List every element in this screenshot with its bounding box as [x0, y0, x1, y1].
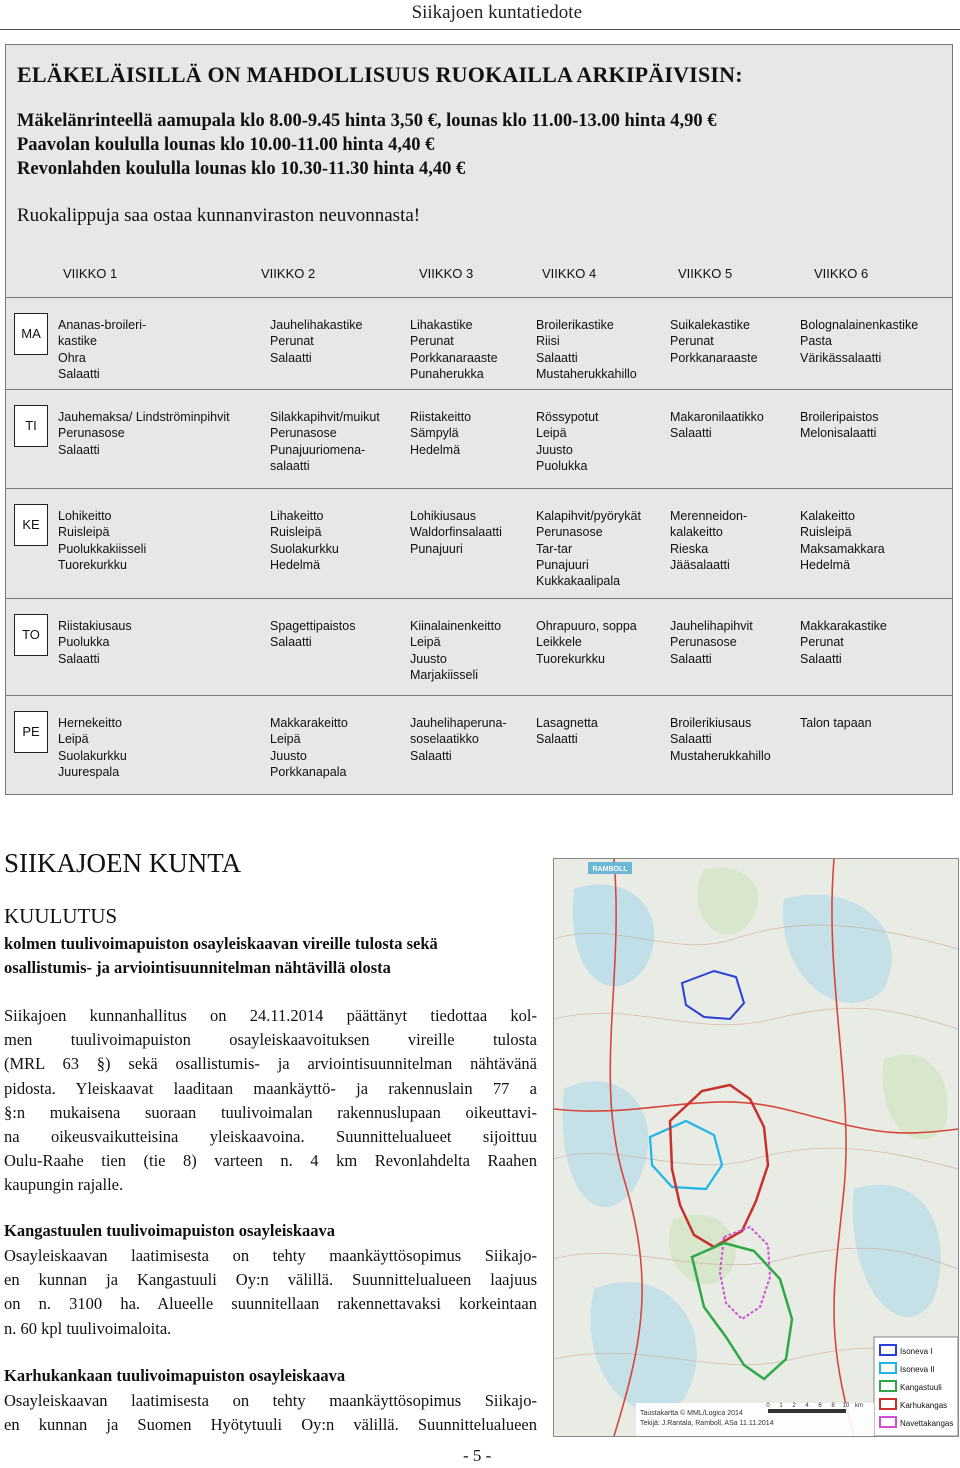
dish-line: Merenneidon- — [670, 509, 748, 523]
dish-line: Leipä — [270, 732, 301, 747]
dish-line: Kalakeitto — [800, 509, 855, 523]
map-credit: Taustakartta © MML/Logica 2014 — [640, 1410, 743, 1417]
dish-line: Jääsalaatti — [670, 557, 730, 572]
dish-line: Salaatti — [670, 426, 712, 441]
dish-line: Hedelmä — [410, 442, 461, 457]
karhukangas-section-title: Karhukankaan tuulivoimapuiston osayleiskaava — [4, 1366, 346, 1385]
menu-cell — [536, 715, 598, 748]
dish-line: Perunasose — [536, 525, 603, 540]
dish-line: Lohikeitto — [58, 509, 112, 523]
dish-line: Salaatti — [270, 350, 312, 365]
paragraph-line: (MRL 63 §) sekä osallistumis- ja arviointisuunnitelman nähtävänä — [4, 1054, 537, 1074]
dish-line: Suolakurkku — [58, 748, 127, 763]
map-graphic — [554, 859, 958, 1436]
menu-info-line: Mäkelänrinteellä aamupala klo 8.00-9.45 hinta 3,50 €, lounas klo 11.00-13.00 hinta 4,90 € — [17, 111, 717, 131]
menu-cell — [58, 618, 132, 667]
dish-line: Ruisleipä — [800, 525, 852, 540]
dish-line: kastike — [58, 334, 97, 349]
paragraph-line: men tuulivoimapuiston osayleiskaavoituksen vireille tulosta — [4, 1030, 537, 1050]
day-label: TI — [14, 405, 48, 447]
menu-cell — [410, 508, 502, 557]
paragraph-line: Siikajoen kunnanhallitus on 24.11.2014 päättänyt tiedottaa kol- — [4, 1006, 537, 1025]
dish-line: Tuorekurkku — [536, 651, 606, 666]
notice-lead-line: osallistumis- ja arviointisuunnitelman nähtävillä olosta — [4, 958, 391, 977]
day-label: TO — [14, 614, 48, 656]
ticket-note: Ruokalippuja saa ostaa kunnanviraston neuvonnasta! — [17, 205, 421, 226]
scale-label: 4 — [805, 1403, 809, 1409]
paragraph-line: n. 60 kpl tuulivoimaloita. — [4, 1318, 172, 1338]
dish-line: Puolukkakiisseli — [58, 541, 147, 556]
menu-info-line: Revonlahden koululla lounas klo 10.30-11.30 hinta 4,40 € — [17, 159, 466, 179]
newsletter-title: Siikajoen kuntatiedote — [411, 2, 582, 23]
menu-cell — [670, 317, 758, 366]
menu-cell — [270, 618, 355, 651]
scale-label: 2 — [792, 1403, 796, 1409]
dish-line: Puolukka — [536, 458, 588, 473]
page-number: - 5 - — [463, 1446, 492, 1465]
dish-line: Puolukka — [58, 635, 110, 650]
scale-label: 1 — [779, 1403, 783, 1409]
menu-cell — [800, 508, 885, 573]
menu-cell — [800, 409, 879, 442]
dish-line: Spagettipaistos — [270, 619, 356, 633]
dish-line: Rössypotut — [536, 410, 599, 424]
table-divider — [6, 488, 952, 489]
dish-line: Porkkanapala — [270, 764, 347, 779]
map-credit: Tekijä: J.Rantala, Ramboll, ASa 11.11.2014 — [640, 1420, 774, 1427]
notice-paragraph-2 — [4, 1244, 537, 1341]
dish-line: Kukkakaalipala — [536, 574, 621, 589]
paragraph-line: en kunnan ja Kangastuuli Oy:n välillä. Suunnittelualueen laajuus — [4, 1270, 537, 1290]
dish-line: Lohikiusaus — [410, 509, 477, 523]
dish-line: Värikässalaatti — [800, 350, 882, 365]
dish-line: Salaatti — [58, 651, 100, 666]
wind-farm-map — [553, 858, 959, 1437]
notice-lead-line: kolmen tuulivoimapuiston osayleiskaavan vireille tulosta sekä — [4, 934, 438, 953]
menu-info-line: Paavolan koululla lounas klo 10.00-11.00 hinta 4,40 € — [17, 135, 435, 155]
menu-cell — [800, 715, 872, 731]
day-label: MA — [14, 313, 48, 355]
dish-line: Pasta — [800, 334, 832, 349]
dish-line: Ananas-broileri- — [58, 318, 147, 332]
dish-line: Perunasose — [58, 426, 125, 441]
menu-cell — [410, 618, 501, 683]
dish-line: Lihakastike — [410, 318, 473, 332]
dish-line: Maksamakkara — [800, 541, 885, 556]
dish-line: Tuorekurkku — [58, 557, 128, 572]
dish-line: Suolakurkku — [270, 541, 339, 556]
dish-line: Salaatti — [536, 732, 578, 747]
dish-line: Juurespala — [58, 764, 120, 779]
dish-line: Riisi — [536, 334, 560, 349]
menu-cell — [270, 508, 339, 573]
day-label: KE — [14, 504, 48, 546]
dish-line: Makkarakastike — [800, 619, 887, 633]
menu-cell — [670, 715, 771, 764]
menu-cell — [270, 409, 380, 474]
dish-line: Jauhelihakastike — [270, 318, 363, 332]
scale-label: km — [855, 1403, 863, 1409]
paragraph-line: pidosta. Yleiskaavat laaditaan maankäyttö- ja rakennuslain 77 a — [4, 1078, 537, 1098]
dish-line: Juusto — [410, 651, 447, 666]
dish-line: Salaatti — [800, 651, 842, 666]
dish-line: Makaronilaatikko — [670, 410, 764, 424]
dish-line: Salaatti — [536, 350, 578, 365]
menu-cell — [800, 317, 918, 366]
kangastuuli-section-title: Kangastuulen tuulivoimapuiston osayleiskaava — [4, 1221, 335, 1240]
menu-cell — [58, 715, 127, 780]
dish-line: Leipä — [536, 426, 567, 441]
dish-line: Punajuuriomena- — [270, 442, 366, 457]
dish-line: kalakeitto — [670, 525, 723, 540]
dish-line: Riistakeitto — [410, 410, 472, 424]
dish-line: Juusto — [536, 442, 573, 457]
week-header: VIIKKO 3 — [419, 266, 474, 281]
dish-line: Salaatti — [58, 442, 100, 457]
menu-cell — [270, 317, 362, 366]
dish-line: Leikkele — [536, 635, 582, 650]
paragraph-line: na oikeusvaikutteisina yleiskaavoina. Suunnittelualueet sijoittuu — [4, 1127, 537, 1147]
paragraph-line: en kunnan ja Suomen Hyötytuuli Oy:n välillä. Suunnittelualueen — [4, 1415, 537, 1435]
menu-cell — [410, 409, 471, 458]
dish-line: salaatti — [270, 458, 310, 473]
dish-line: Jauhemaksa/ Lindströminpihvit — [58, 410, 230, 424]
dish-line: Perunat — [410, 334, 454, 349]
dish-line: Broileripaistos — [800, 410, 879, 424]
dish-line: Rieska — [670, 541, 709, 556]
dish-line: Tar-tar — [536, 541, 573, 556]
dish-line: Perunat — [800, 635, 844, 650]
dish-line: Kalapihvit/pyörykät — [536, 509, 641, 523]
dish-line: Salaatti — [410, 748, 452, 763]
menu-cell — [410, 715, 507, 764]
dish-line: Salaatti — [270, 635, 312, 650]
dish-line: Punaherukka — [410, 366, 484, 381]
week-header: VIIKKO 5 — [678, 266, 733, 281]
week-header: VIIKKO 6 — [814, 266, 869, 281]
dish-line: Jauhelihapihvit — [670, 619, 753, 633]
table-divider — [6, 695, 952, 696]
paragraph-line: §:n mukaisena suoraan tuulivoimalan rakennuslupaan oikeuttavi- — [4, 1102, 537, 1122]
notice-paragraph-1 — [4, 1004, 537, 1198]
dish-line: Perunat — [670, 334, 714, 349]
notice-paragraph-3 — [4, 1389, 537, 1437]
legend-label: Navettakangas — [900, 1419, 954, 1428]
menu-cell — [536, 508, 641, 589]
dish-line: Jauhelihaperuna- — [410, 716, 507, 730]
dish-line: Kiinalainenkeitto — [410, 619, 502, 633]
dish-line: Salaatti — [670, 651, 712, 666]
dish-line: Leipä — [410, 635, 441, 650]
dish-line: Hedelmä — [800, 557, 851, 572]
menu-cell — [670, 508, 747, 573]
dish-line: Makkarakeitto — [270, 716, 348, 730]
dish-line: Perunat — [270, 334, 314, 349]
table-divider — [6, 297, 952, 298]
paragraph-line: Osayleiskaavan laatimisesta on tehty maankäyttösopimus Siikajo- — [4, 1246, 537, 1265]
menu-cell — [670, 409, 764, 442]
dish-line: Suikalekastike — [670, 318, 750, 332]
dish-line: Ohrapuuro, soppa — [536, 619, 637, 633]
dish-line: Talon tapaan — [800, 716, 872, 730]
dish-line: Broilerikiusaus — [670, 716, 752, 730]
menu-cell — [536, 317, 637, 382]
dish-line: Broilerikastike — [536, 318, 614, 332]
legend-label: Karhukangas — [900, 1401, 948, 1410]
menu-cell — [58, 409, 230, 458]
paragraph-line: Osayleiskaavan laatimisesta on tehty maankäyttösopimus Siikajo- — [4, 1391, 537, 1410]
dish-line: Ruisleipä — [270, 525, 322, 540]
dish-line: Lihakeitto — [270, 509, 324, 523]
week-header: VIIKKO 1 — [63, 266, 118, 281]
scale-label: 0 — [766, 1403, 770, 1409]
dish-line: Silakkapihvit/muikut — [270, 410, 380, 424]
dish-line: Perunasose — [670, 635, 737, 650]
week-header: VIIKKO 2 — [261, 266, 316, 281]
dish-line: Juusto — [270, 748, 307, 763]
dish-line: Marjakiisseli — [410, 667, 479, 682]
dish-line: Salaatti — [58, 366, 100, 381]
dish-line: Melonisalaatti — [800, 426, 877, 441]
dish-line: soselaatikko — [410, 732, 479, 747]
dish-line: Perunasose — [270, 426, 337, 441]
dish-line: Lasagnetta — [536, 716, 598, 730]
dish-line: Ohra — [58, 350, 86, 365]
paragraph-line: Oulu-Raahe tien (tie 8) varteen n. 4 km Revonlahdelta Raahen — [4, 1151, 537, 1171]
dish-line: Porkkanaraaste — [410, 350, 498, 365]
scale-label: 8 — [831, 1403, 835, 1409]
dish-line: Leipä — [58, 732, 89, 747]
week-header: VIIKKO 4 — [542, 266, 597, 281]
table-divider — [6, 598, 952, 599]
dish-line: Porkkanaraaste — [670, 350, 758, 365]
menu-cell — [58, 508, 146, 573]
dish-line: Hedelmä — [270, 557, 321, 572]
dish-line: Riistakiusaus — [58, 619, 132, 633]
dish-line: Punajuuri — [536, 557, 589, 572]
menu-cell — [410, 317, 498, 382]
dish-line: Mustaherukkahillo — [536, 366, 637, 381]
dish-line: Sämpylä — [410, 426, 459, 441]
legend-label: Isoneva II — [900, 1365, 935, 1374]
table-divider — [6, 389, 952, 390]
map-logo: RAMBOLL — [592, 866, 628, 873]
scale-label: 10 — [842, 1403, 850, 1409]
day-label: PE — [14, 711, 48, 753]
dish-line: Bolognalainenkastike — [800, 318, 919, 332]
menu-cell — [270, 715, 348, 780]
menu-cell — [536, 618, 637, 667]
legend-label: Kangastuuli — [900, 1383, 942, 1392]
dish-line: Punajuuri — [410, 541, 463, 556]
menu-cell — [670, 618, 753, 667]
menu-cell — [800, 618, 887, 667]
dish-line: Hernekeitto — [58, 716, 122, 730]
menu-heading: ELÄKELÄISILLÄ ON MAHDOLLISUUS RUOKAILLA ARKIPÄIVISIN: — [17, 62, 743, 87]
dish-line: Waldorfinsalaatti — [410, 525, 502, 540]
paragraph-line: on n. 3100 ha. Alueelle suunnitellaan rakennettavaksi korkeintaan — [4, 1294, 537, 1314]
scale-label: 6 — [818, 1403, 822, 1409]
menu-cell — [58, 317, 146, 382]
legend-label: Isoneva I — [900, 1347, 933, 1356]
notice-subtitle: KUULUTUS — [4, 904, 118, 928]
notice-title: SIIKAJOEN KUNTA — [4, 848, 242, 878]
dish-line: Ruisleipä — [58, 525, 110, 540]
dish-line: Salaatti — [670, 732, 712, 747]
dish-line: Mustaherukkahillo — [670, 748, 771, 763]
menu-cell — [536, 409, 599, 474]
lunch-menu-box — [5, 44, 953, 795]
paragraph-line: kaupungin rajalle. — [4, 1175, 124, 1195]
header-divider — [0, 29, 960, 30]
